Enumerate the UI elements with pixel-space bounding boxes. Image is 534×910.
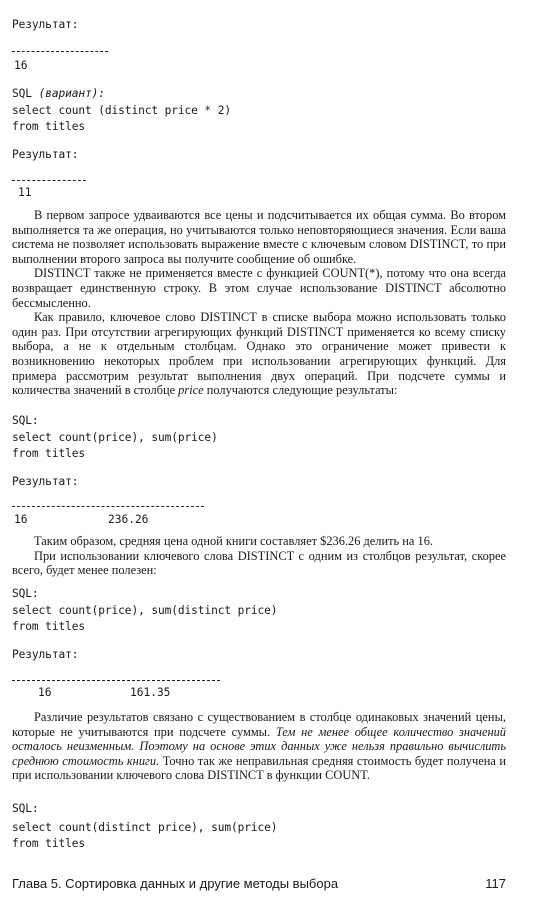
- page-footer: [12, 876, 506, 892]
- sql-code-line: from titles: [12, 120, 85, 133]
- result-divider: [12, 51, 108, 52]
- result-value: 11: [18, 186, 32, 199]
- result-label: Результат:: [12, 648, 79, 661]
- result-label: Результат:: [12, 148, 79, 161]
- body-text: [12, 534, 506, 578]
- sql-variant-label: SQL (вариант):: [12, 87, 105, 100]
- body-text: [12, 208, 506, 398]
- sql-code-line: select count(distinct price), sum(price): [12, 821, 278, 834]
- result-value: 16: [14, 513, 28, 526]
- result-label: Результат:: [12, 475, 79, 488]
- sql-code-line: select count(price), sum(distinct price): [12, 604, 278, 617]
- sql-label: SQL:: [12, 414, 39, 427]
- paragraph: Таким образом, средняя цена одной книги составляет $236.26 делить на 16.: [34, 534, 433, 548]
- result-label: Результат:: [12, 18, 79, 31]
- body-text: [12, 710, 506, 783]
- sql-code-line: from titles: [12, 447, 85, 460]
- page-number: 117: [485, 876, 506, 891]
- sql-code-line: select count (distinct price * 2): [12, 104, 231, 117]
- sql-code-line: select count(price), sum(price): [12, 431, 218, 444]
- chapter-title: Глава 5. Сортировка данных и другие методы выбора: [12, 876, 339, 891]
- paragraph: В первом запросе удваиваются все цены и подсчитывается их общая сумма. Во втором выполняется та же операция, но учитываются только неповторяющиеся значения. Если ваша система не позволяет использовать выражение вместе с ключевым словом DISTINCT, то при выполнении второго запроса вы получите сообщение об ошибке.: [12, 208, 506, 266]
- sql-code-line: from titles: [12, 620, 85, 633]
- result-value: 161.35: [130, 686, 171, 699]
- result-value: 16: [14, 59, 28, 72]
- result-divider: [12, 180, 86, 181]
- paragraph: Как правило, ключевое слово DISTINCT в списке выбора можно использовать только один раз. При отсутствии агрегирующих функций DISTINCT применяется ко всему списку выбора, а не к отдельным столбцам. Однако это ограничение может привести к возникновению некоторых проблем при использовании агрегирующих функций. Для примера рассмотрим результат выполнения двух операций. При подсчете суммы и количества значений в столбце price получаются следующие результаты:: [12, 310, 506, 398]
- paragraph: Различие результатов связано с существованием в столбце одинаковых значений цены, которые не учитываются при подсчете суммы. Тем не менее общее количество значений осталось неизменным. Поэтому на основе этих данных уже нельзя правильно вычислить среднюю стоимость книги. Точно так же неправильная средняя стоимость будет получена и при использовании ключевого слова DISTINCT в функции COUNT.: [12, 710, 507, 783]
- paragraph: DISTINCT также не применяется вместе с функцией COUNT(*), потому что она всегда возвращает единственную строку. В этом случае использование DISTINCT абсолютно бессмысленно.: [12, 266, 506, 310]
- paragraph: При использовании ключевого слова DISTINCT с одним из столбцов результат, скорее всего, будет менее полезен:: [12, 548, 506, 578]
- result-divider: [12, 680, 220, 681]
- result-divider: [12, 506, 204, 507]
- result-value: 16: [38, 686, 52, 699]
- result-value: 236.26: [108, 513, 149, 526]
- sql-label: SQL:: [12, 802, 39, 815]
- sql-label: SQL:: [12, 587, 39, 600]
- sql-code-line: from titles: [12, 837, 85, 850]
